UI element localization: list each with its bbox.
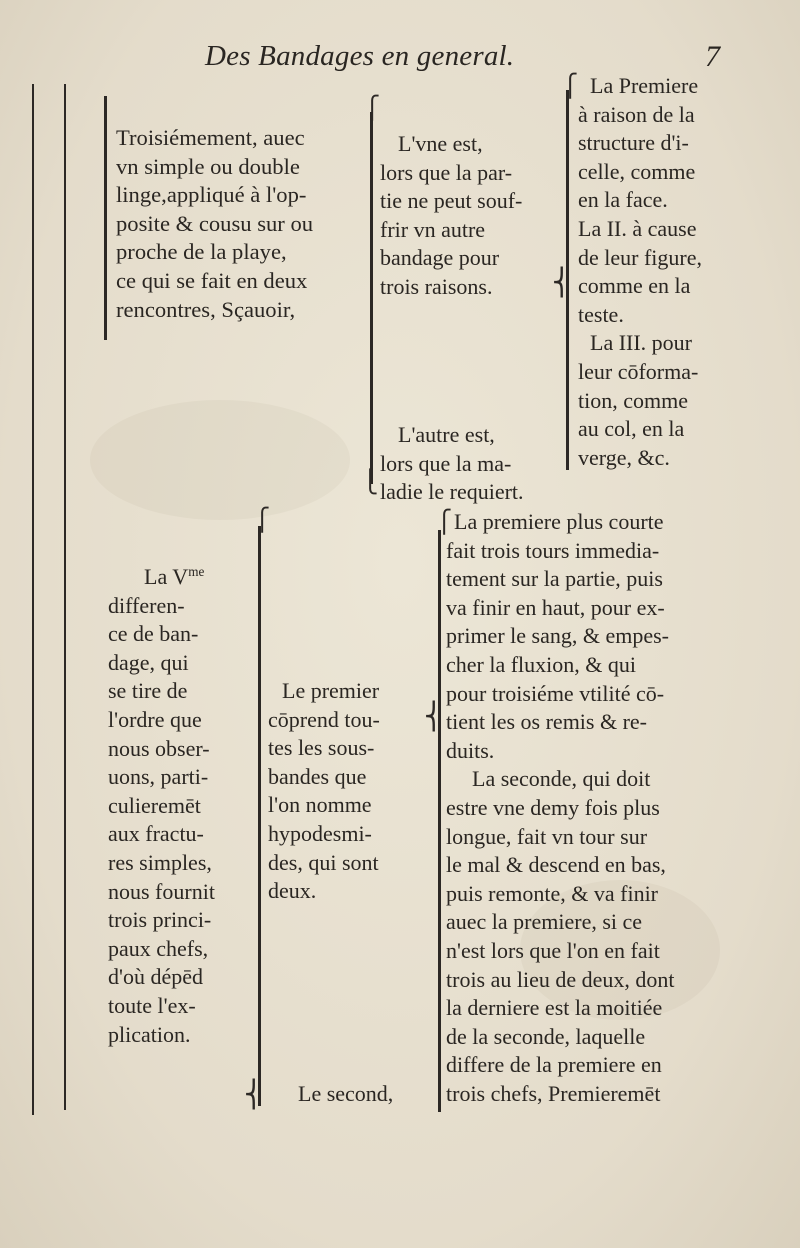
text-line: cher la fluxion, & qui: [446, 651, 637, 677]
text-line: duits.: [446, 737, 495, 763]
text-line: au col, en la: [578, 416, 685, 442]
text-line: trois au lieu de deux, dont: [446, 966, 675, 992]
brace-top-icon: ⎧: [562, 74, 579, 99]
text-line: [108, 563, 215, 592]
text-line: differen-: [108, 592, 185, 618]
brace-bottom-icon: ⎩: [362, 470, 379, 495]
text-line: celle, comme: [578, 158, 696, 184]
text-line: La II. à cause: [578, 215, 697, 241]
brace-line: [438, 530, 441, 1112]
text-line: tient les os remis & re-: [446, 709, 648, 735]
text-line: rencontres, Sçauoir,: [116, 296, 296, 322]
text-line: aux fractu-: [108, 821, 204, 847]
text-line: trois chefs, Premieremēt: [446, 1080, 661, 1106]
text-line: paux chefs,: [108, 935, 209, 961]
running-title: Des Bandages en general.: [205, 40, 515, 72]
text-line: uons, parti-: [108, 764, 209, 790]
text-line: Le second,: [298, 1081, 394, 1106]
bracket-line: [104, 96, 107, 340]
text-line: le mal & descend en bas,: [446, 852, 666, 878]
text-line: nous obser-: [108, 735, 210, 761]
text-line: La III. pour: [590, 330, 693, 356]
text-line: frir vn autre: [380, 216, 486, 242]
text-line: ladie le requiert.: [380, 479, 524, 505]
text-line: verge, &c.: [578, 444, 670, 470]
text-line: proche de la playe,: [116, 239, 287, 265]
text-line: de la seconde, laquelle: [446, 1023, 646, 1049]
text-line: bandes que: [268, 763, 367, 789]
sub-bands-block: [446, 508, 675, 1108]
intro-text-block: [116, 124, 313, 324]
text-line: fait trois tours immedia-: [446, 537, 660, 563]
text-line: cōprend tou-: [268, 706, 380, 732]
reasons-block: [578, 72, 702, 472]
text-line: puis remonte, & va finir: [446, 880, 659, 906]
margin-rule: [64, 84, 66, 724]
text-line: Troisiémement, auec: [116, 125, 305, 150]
text-line: la derniere est la moitiée: [446, 995, 663, 1021]
text-line: nous fournit: [108, 878, 215, 904]
brace-top-icon: ⎧: [436, 510, 453, 535]
text-line: de leur figure,: [578, 244, 702, 270]
text-line: La premiere plus courte: [454, 509, 664, 534]
text-line: estre vne demy fois plus: [446, 794, 660, 820]
text-line: auec la premiere, si ce: [446, 909, 643, 935]
text-line: à raison de la: [578, 101, 695, 127]
text-line: tement sur la partie, puis: [446, 566, 663, 592]
text-line: longue, fait vn tour sur: [446, 823, 648, 849]
text-line: n'est lors que l'on en fait: [446, 937, 660, 963]
fifth-difference-block: [108, 563, 215, 1049]
first-case-block: [380, 130, 522, 302]
text-line: des, qui sont: [268, 849, 379, 875]
text-line: Le premier: [282, 678, 380, 703]
text-line: en la face.: [578, 187, 668, 213]
text-line: L'autre est,: [398, 422, 495, 447]
brace-line: [370, 112, 373, 484]
text-line: hypodesmi-: [268, 820, 372, 846]
text-line: lors que la ma-: [380, 450, 512, 476]
margin-rule: [64, 700, 66, 1110]
brace-top-icon: ⎧: [254, 508, 271, 533]
text-line: pour troisiéme vtilité cō-: [446, 680, 665, 706]
text-line: ce qui se fait en deux: [116, 267, 308, 293]
text-line: d'où dépēd: [108, 964, 203, 990]
text-line: La Premiere: [590, 73, 699, 98]
text-line: differe de la premiere en: [446, 1052, 662, 1078]
text-line: plication.: [108, 1021, 191, 1047]
text-line: ce de ban-: [108, 621, 199, 647]
paper-stain: [90, 400, 350, 520]
text-line: res simples,: [108, 849, 212, 875]
brace-middle-icon: ⎨: [552, 268, 572, 298]
text-line: lors que la par-: [380, 159, 513, 185]
text-line: tie ne peut souf-: [380, 188, 523, 214]
text-line: posite & cousu sur ou: [116, 210, 314, 236]
text-line: se tire de: [108, 678, 188, 704]
text-line: va finir en haut, pour ex-: [446, 594, 665, 620]
text-line: L'vne est,: [398, 131, 483, 156]
page-number: 7: [705, 40, 720, 73]
text-line: leur cōforma-: [578, 358, 699, 384]
text-line: trois princi-: [108, 907, 212, 933]
text-line: comme en la: [578, 273, 691, 299]
text-line: deux.: [268, 878, 317, 904]
text-line: tes les sous-: [268, 735, 375, 761]
superscript: me: [188, 564, 205, 579]
text-line: linge,appliqué à l'op-: [116, 182, 307, 208]
text-line: bandage pour: [380, 245, 500, 271]
text-run: La V: [144, 564, 189, 589]
brace-middle-icon: ⎨: [424, 702, 444, 732]
second-chief-block: [298, 1080, 393, 1109]
text-line: tion, comme: [578, 387, 688, 413]
text-line: primer le sang, & empes-: [446, 623, 669, 649]
text-line: toute l'ex-: [108, 992, 196, 1018]
text-line: structure d'i-: [578, 130, 689, 156]
brace-line: [258, 526, 261, 1106]
first-chief-block: [268, 677, 380, 906]
text-line: l'on nomme: [268, 792, 372, 818]
text-line: trois raisons.: [380, 273, 493, 299]
text-line: l'ordre que: [108, 706, 202, 732]
text-line: La seconde, qui doit: [472, 766, 651, 792]
text-line: dage, qui: [108, 649, 189, 675]
brace-middle-icon: ⎨: [244, 1080, 264, 1110]
text-line: teste.: [578, 301, 624, 327]
margin-rule: [32, 570, 34, 1115]
text-line: culieremēt: [108, 792, 201, 818]
second-case-block: [380, 421, 524, 507]
brace-top-icon: ⎧: [364, 96, 381, 121]
text-line: vn simple ou double: [116, 153, 300, 179]
